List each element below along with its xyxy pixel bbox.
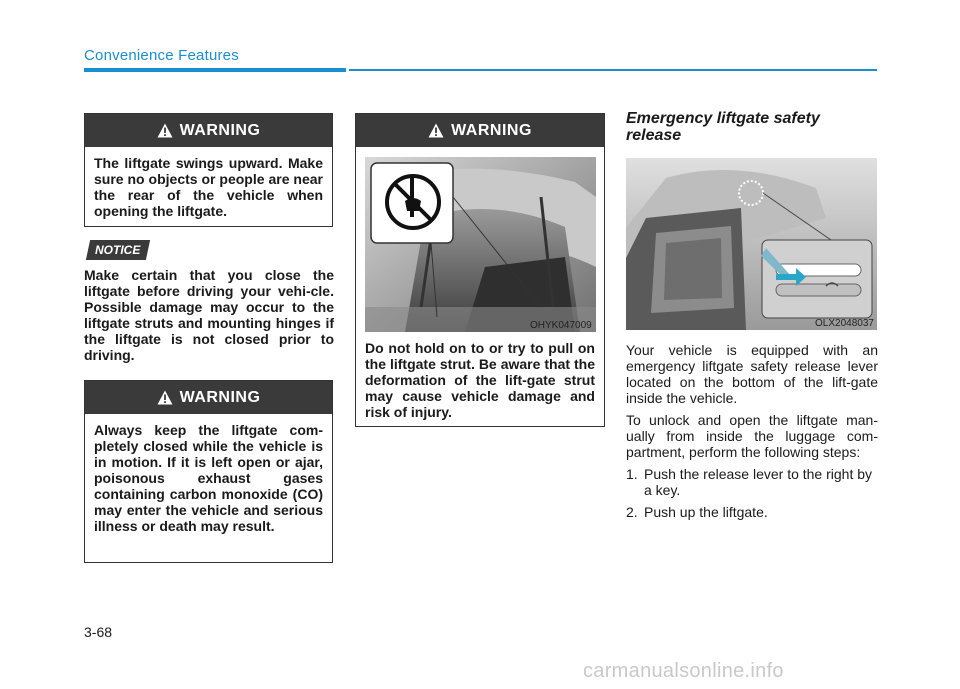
warning-triangle-icon [157,390,173,405]
warning-text: The liftgate swings upward. Make sure no objects or people are near the rear of the vehicle when opening the liftgate. [94,155,323,219]
emergency-para-1: Your vehicle is equipped with an emergency liftgate safety release lever located on the bottom of the lift-gate inside the vehicle. [626,342,878,406]
emergency-para-2: To unlock and open the liftgate man-ually from inside the luggage com-partment, perform the following steps: [626,412,878,460]
warning-title: WARNING [451,121,532,139]
step-item [626,504,878,520]
step-number: 1. [626,466,638,482]
warning-text: Always keep the liftgate com-pletely closed while the vehicle is in motion. If it is left open or ajar, poisonous exhaust gases containing carbon monoxide (CO) may enter the vehicle and serious illness or death may result. [94,422,323,534]
step-text: Push the release lever to the right by a key. [644,466,873,498]
prohibited-icon [383,171,443,233]
image-code: OLX2048037 [815,318,874,329]
notice-text: Make certain that you close the liftgate before driving your vehi-cle. Possible damage may occur to the liftgate struts and mounting hinges if the liftgate is not closed prior to driving. [84,267,334,363]
page-number: 3-68 [84,624,113,640]
notice-badge [86,240,150,260]
warning-box-swing [84,113,333,227]
emergency-release-title: Emergency liftgate safety release [626,110,820,144]
step-item [626,466,878,498]
step-number: 2. [626,504,638,520]
release-lever-illustration [626,158,877,330]
warning-box-closed [84,380,333,563]
release-lever-image [626,158,877,330]
header-rule-thick [84,68,346,72]
section-title: Convenience Features [84,47,239,64]
notice-badge-label: NOTICE [95,243,141,257]
watermark-link[interactable]: carmanualsonline.info [583,660,784,682]
warning-header [85,114,332,147]
step-text: Push up the liftgate. [644,504,768,520]
header-rule-thin [349,69,877,71]
warning-header [85,381,332,414]
warning-box-strut [355,113,605,427]
warning-triangle-icon [428,123,444,138]
warning-header [356,114,604,147]
warning-triangle-icon [157,123,173,138]
strut-illustration [365,157,596,332]
warning-title: WARNING [179,121,261,139]
image-code: OHYK047009 [530,320,592,331]
emergency-release-body [626,342,878,526]
warning-text: Do not hold on to or try to pull on the liftgate strut. Be aware that the deformation of the lift-gate strut may cause vehicle damage and risk of injury. [365,340,595,420]
warning-title: WARNING [179,388,261,406]
